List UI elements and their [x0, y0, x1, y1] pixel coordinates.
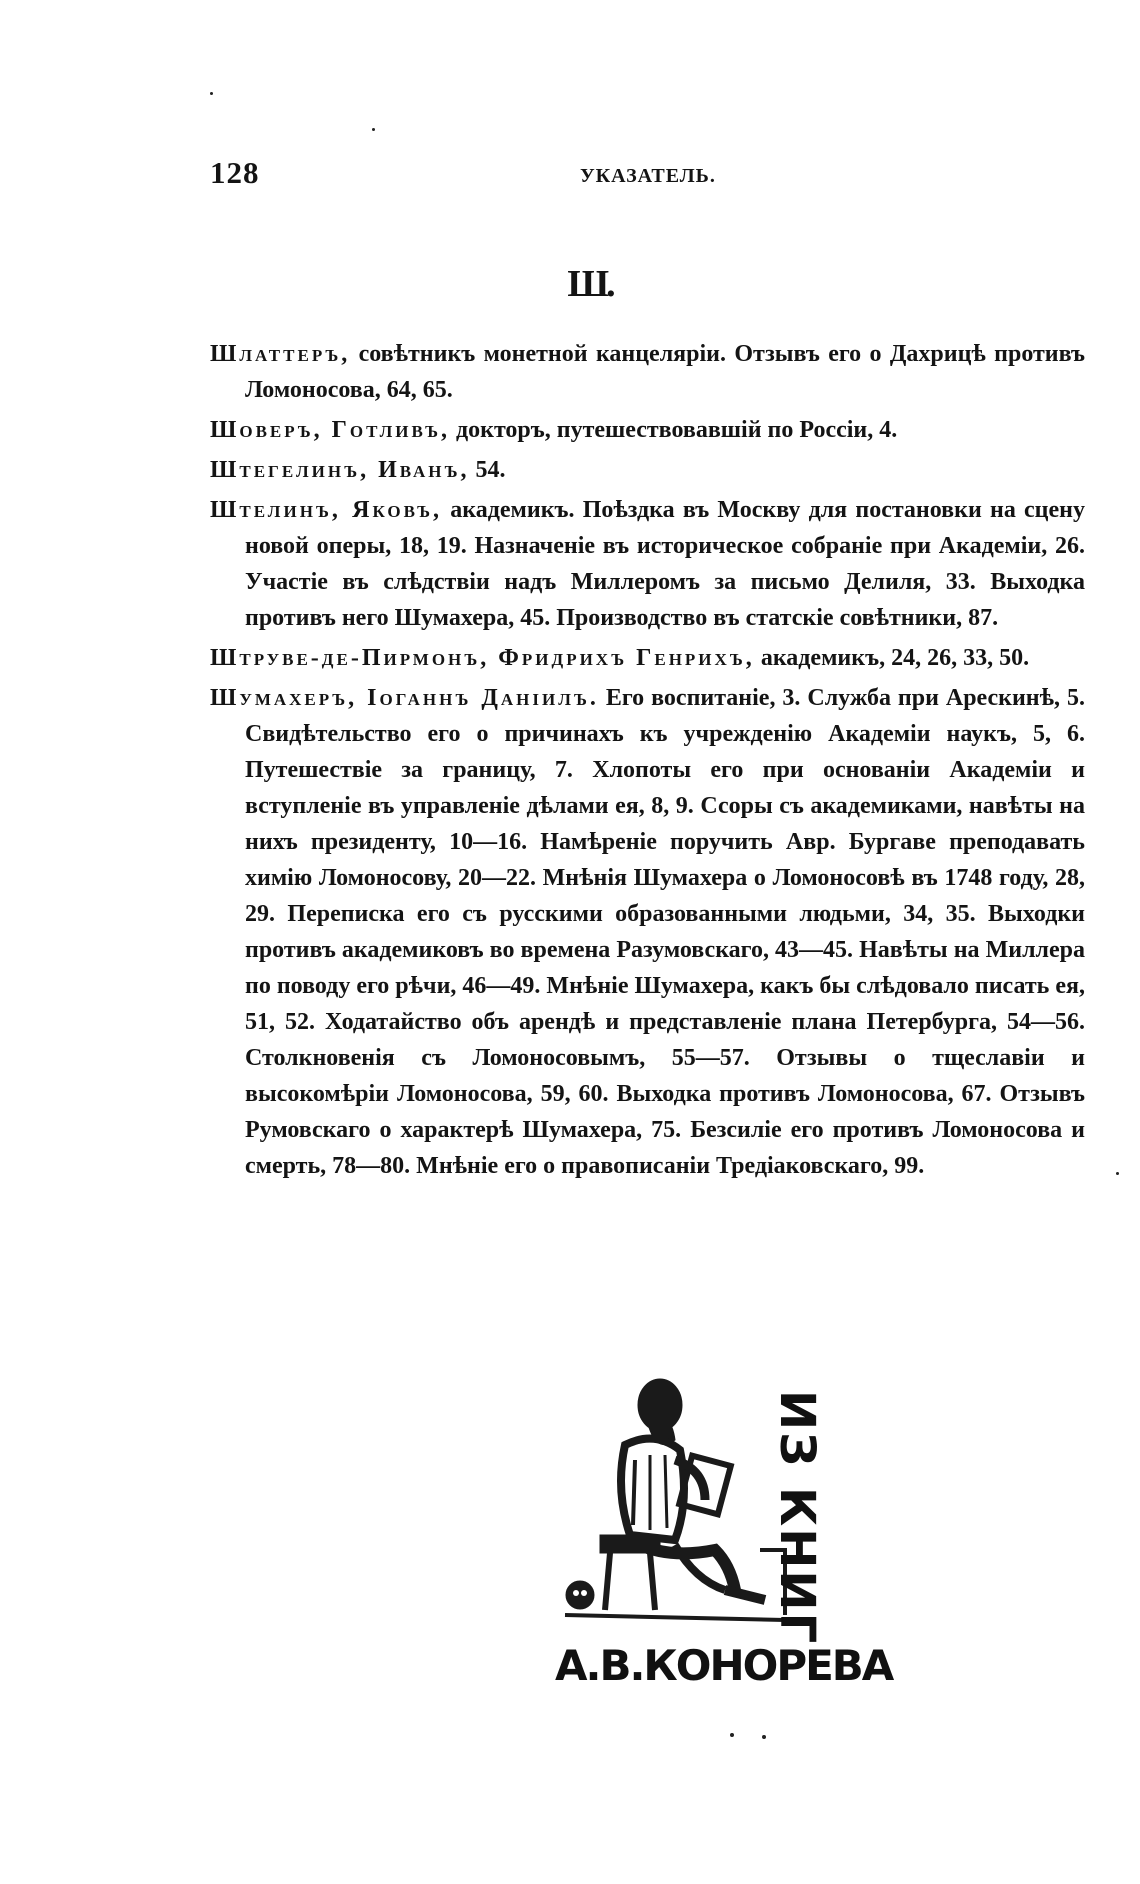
- index-entry: [210, 680, 1085, 1184]
- entry-head: Шлаттеръ,: [210, 341, 351, 367]
- index-entry: [210, 640, 1085, 676]
- entry-text: академикъ, 24, 26, 33, 50.: [760, 645, 1030, 671]
- entry-head: Штегелинъ, Иванъ,: [210, 457, 470, 483]
- page-header: [210, 155, 1090, 195]
- page-speck: [762, 1735, 766, 1739]
- entry-head: Штрувe-де-Пирмонъ, Фридрихъ Генрихъ,: [210, 645, 755, 671]
- index-entry: [210, 336, 1085, 408]
- page-speck: [730, 1733, 734, 1737]
- bookplate-owner-text: А.В.КОНОРЕВА: [555, 1641, 893, 1690]
- entry-text: 54.: [475, 457, 506, 483]
- entry-text: докторъ, путешествовавшій по Россіи, 4.: [455, 417, 898, 443]
- page-speck: [1116, 1172, 1119, 1175]
- running-head: УКАЗАТЕЛЬ.: [580, 165, 716, 187]
- entry-head: Шоверъ, Готливъ,: [210, 417, 450, 443]
- entry-text: Его воспитаніе, 3. Служба при Арескинѣ, 5. Свидѣтельство его о причинахъ къ учрежденію Академіи наукъ, 5, 6. Путешествіе за границу, 7. Хлопоты его при основаніи Академіи и вступленіе въ управленіе дѣлами ея, 8, 9. Ссоры съ академиками, навѣты на нихъ президенту, 10—16. Намѣреніе поручить Авр. Бургаве преподавать химію Ломоносову, 20—22. Мнѣнія Шумахера о Ломоносовѣ въ 1748 году, 28, 29. Переписка его съ русскими образованными людьми, 34, 35. Выходки противъ академиковъ во времена Разумовскаго, 43—45. Навѣты на Миллера по поводу его рѣчи, 46—49. Мнѣніе Шумахера, какъ бы слѣдовало писать ея, 51, 52. Ходатайство объ арендѣ и представленіе плана Петербурга, 54—56. Столкновенія съ Ломоносовымъ, 55—57. Отзывы о тщеславіи и высокомѣріи Ломоносова, 59, 60. Выходка противъ Ломоносова, 67. Отзывъ Румовскаго о характерѣ Шумахера, 75. Безсиліе его противъ Ломоносова и смерть, 78—80. Мнѣніе его о правописаніи Тредіаковскаго, 99.: [245, 685, 1085, 1179]
- index-entry: [210, 412, 1085, 448]
- entry-text: академикъ. Поѣздка въ Москву для постановки на сцену новой оперы, 18, 19. Назначеніе въ историческое собраніе при Академіи, 26. Участіе въ слѣдствіи надъ Миллеромъ за письмо Делиля, 33. Выходка противъ него Шумахера, 45. Производство въ статскіе совѣтники, 87.: [245, 497, 1085, 631]
- section-heading: Ш.: [567, 263, 613, 305]
- page-speck: [210, 92, 213, 95]
- entry-text: совѣтникъ монетной канцеляріи. Отзывъ его о Дахрицѣ противъ Ломоносова, 64, 65.: [245, 341, 1085, 403]
- index-entry: [210, 452, 1085, 488]
- entry-head: Шумахеръ, Іоганнъ Даніилъ.: [210, 685, 599, 711]
- page-speck: [372, 128, 375, 131]
- bookplate-stamp: [555, 1350, 893, 1690]
- index-entry: [210, 492, 1085, 636]
- page-number: 128: [210, 155, 260, 190]
- index-entries: [210, 336, 1085, 1188]
- entry-head: Штелинъ, Яковъ,: [210, 497, 443, 523]
- bookplate-side-text: ИЗ КНИГ: [769, 1390, 825, 1646]
